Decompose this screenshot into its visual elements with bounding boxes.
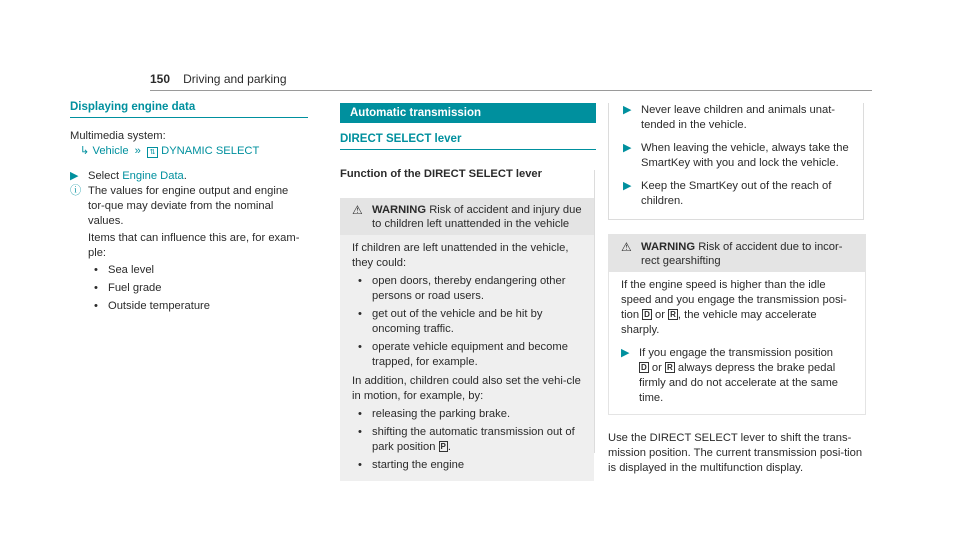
subsection-title: DIRECT SELECT lever bbox=[340, 133, 596, 150]
action-step: ▶ Keep the SmartKey out of the reach of children. bbox=[623, 180, 832, 207]
items-list bbox=[70, 263, 308, 314]
warning-label: WARNING bbox=[641, 241, 696, 253]
select-step bbox=[70, 169, 308, 184]
action-step: ▶ When leaving the vehicle, always take the SmartKey with you and lock the vehicle. bbox=[623, 142, 849, 169]
automatic-transmission-section bbox=[340, 103, 596, 481]
select-suffix: . bbox=[183, 170, 187, 182]
warning-triangle-icon: ⚠ bbox=[621, 240, 632, 254]
list-item: • operate vehicle equipment and become trapped, for example. bbox=[358, 341, 568, 368]
items-intro: Items that can influence this are, for exam-ple: bbox=[88, 232, 300, 259]
transmission-right-column bbox=[608, 103, 864, 476]
select-prefix: Select bbox=[88, 170, 123, 182]
info-text: The values for engine output and engine tor-que may deviate from the nominal values. bbox=[88, 185, 289, 227]
system-label: Multimedia system: bbox=[70, 130, 166, 142]
function-title: Function of the DIRECT SELECT lever bbox=[340, 168, 543, 180]
engine-data-section bbox=[70, 101, 308, 314]
section-bar-title: Automatic transmission bbox=[340, 103, 596, 123]
forward-chevron-icon: » bbox=[134, 145, 141, 157]
info-note bbox=[70, 184, 308, 229]
reverse-position-key: R bbox=[670, 310, 676, 319]
action-arrow-icon: ▶ bbox=[70, 170, 79, 182]
warning-label: WARNING bbox=[372, 204, 427, 216]
page-number: 150 bbox=[150, 72, 171, 86]
warning-triangle-icon: ⚠ bbox=[352, 203, 363, 217]
list-item: • Sea level bbox=[94, 264, 155, 276]
warning-headline: Risk of accident due to incor-rect gearshifting bbox=[641, 241, 843, 267]
gearshift-warning-box bbox=[608, 234, 866, 415]
return-arrow-icon: ↳ bbox=[80, 145, 90, 157]
warning-header bbox=[340, 198, 594, 235]
info-icon: ⓘ bbox=[70, 185, 82, 197]
outro-text: Use the DIRECT SELECT lever to shift the trans-mission position. The current transmission posi-tion is displayed in the multifunction display. bbox=[608, 432, 863, 474]
page-header bbox=[150, 72, 287, 86]
warning-middle: In addition, children could also set the vehi-cle in motion, for example, by: bbox=[352, 375, 581, 402]
warning-intro: If children are left unattended in the vehicle, they could: bbox=[352, 242, 569, 269]
engine-data-link[interactable]: Engine Data bbox=[122, 170, 184, 182]
list-item: • Fuel grade bbox=[94, 282, 162, 294]
action-arrow-icon: ▶ bbox=[623, 104, 632, 116]
header-divider bbox=[150, 90, 872, 91]
warning-actions-box bbox=[608, 103, 864, 220]
warning-header bbox=[609, 235, 865, 272]
car-settings-icon: ⇅ bbox=[147, 147, 158, 158]
action-arrow-icon: ▶ bbox=[621, 347, 630, 359]
warning-headline: Risk of accident and injury due to children left unattended in the vehicle bbox=[372, 204, 582, 230]
action-arrow-icon: ▶ bbox=[623, 142, 632, 154]
list-item: • starting the engine bbox=[358, 459, 465, 471]
list-item: • Outside temperature bbox=[94, 300, 210, 312]
list-item: • shifting the automatic transmission out of park position P . bbox=[358, 426, 575, 453]
list-item: • get out of the vehicle and be hit by oncoming traffic. bbox=[358, 308, 543, 335]
page-section-title: Driving and parking bbox=[183, 72, 287, 86]
action-step: ▶ Never leave children and animals unat-tended in the vehicle. bbox=[623, 104, 836, 131]
path-dynamic-select-link[interactable]: DYNAMIC SELECT bbox=[161, 145, 260, 157]
park-position-key: P bbox=[440, 442, 446, 451]
drive-position-key: D bbox=[644, 310, 650, 319]
action-arrow-icon: ▶ bbox=[623, 180, 632, 192]
warning-body bbox=[340, 235, 594, 481]
path-vehicle-link[interactable]: Vehicle bbox=[92, 145, 129, 157]
menu-path bbox=[70, 144, 308, 159]
warning-box bbox=[340, 198, 594, 481]
column-divider bbox=[594, 170, 595, 453]
section-title: Displaying engine data bbox=[70, 101, 308, 118]
action-step: ▶ If you engage the transmission position D or R always depress the brake pedal firmly and do not accelerate at the same time. bbox=[621, 347, 838, 404]
list-item: • open doors, thereby endangering other persons or road users. bbox=[358, 275, 566, 302]
list-item: • releasing the parking brake. bbox=[358, 408, 511, 420]
warning-body: If the engine speed is higher than the idle speed and you engage the transmission posi-tion D or R , the vehicle may accelerate sharply. ▶ If you engage the transmission position D or R always depress the brake pedal firmly and do not accelerate at the same time. bbox=[609, 272, 865, 414]
